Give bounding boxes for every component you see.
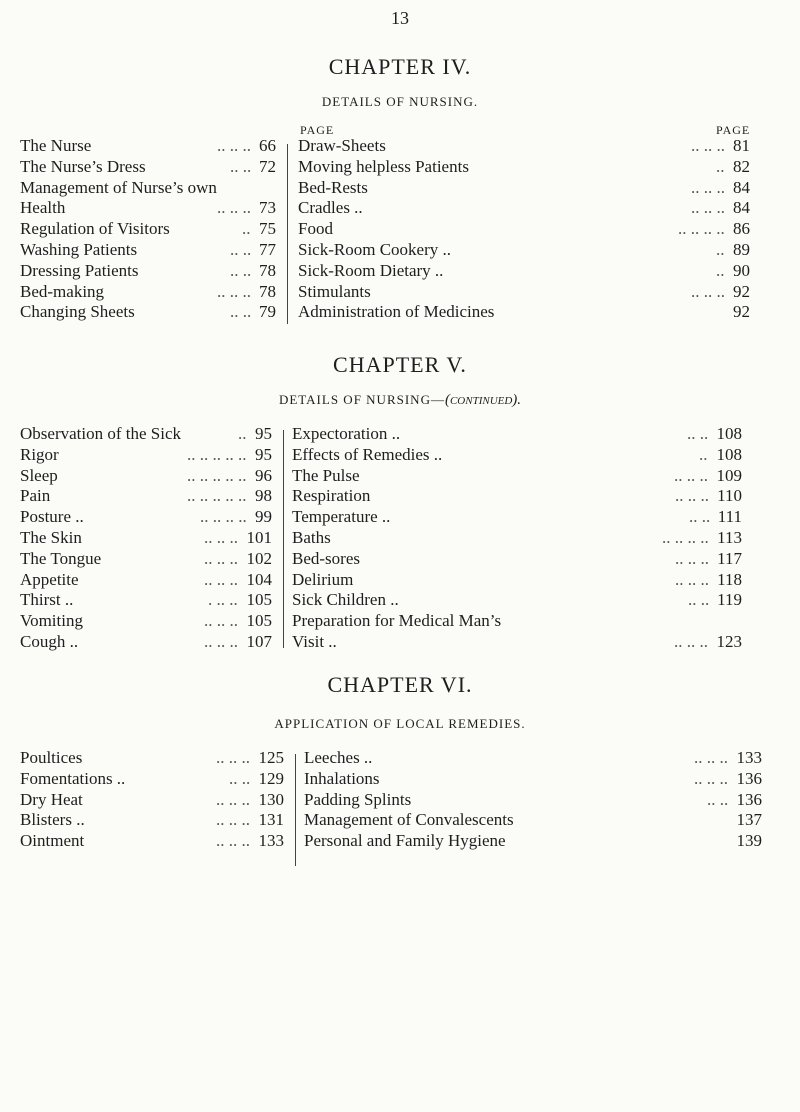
entry-title: Leeches .. <box>304 748 373 767</box>
entry-page-number: 81 <box>733 136 750 155</box>
index-entry <box>304 810 762 831</box>
entry-leader-dots: .. .. .. <box>216 831 250 851</box>
entry-leader-dots: . .. .. <box>208 590 238 610</box>
index-entry <box>20 261 276 282</box>
entry-leader-dots: .. .. <box>707 789 729 809</box>
entry-title: Padding Splints <box>304 789 412 809</box>
entry-page-number: 101 <box>246 527 272 547</box>
entry-title: Stimulants <box>298 281 371 301</box>
entry-page-number: 133 <box>736 748 762 767</box>
entry-leader-dots: .. .. .. <box>674 631 708 651</box>
entry-leader-dots: .. .. .. <box>204 548 238 568</box>
entry-page-number: 139 <box>736 831 762 851</box>
entry-title: Pain <box>20 486 51 506</box>
entry-leader-dots: .. .. .. .. .. <box>187 486 247 506</box>
index-entry <box>20 136 276 157</box>
entry-page-number: 108 <box>716 424 742 443</box>
entry-title: Visit .. <box>292 631 337 651</box>
entry-leader-dots: .. .. .. .. <box>662 527 709 547</box>
index-entry <box>20 282 276 303</box>
chapter-4-left-column <box>20 136 276 323</box>
entry-title: Moving helpless Patients <box>298 156 469 176</box>
entry-leader-dots: .. .. .. <box>675 569 709 589</box>
index-entry <box>20 240 276 261</box>
entry-page-number: 110 <box>717 486 742 506</box>
entry-title: Cradles .. <box>298 198 363 218</box>
index-entry <box>292 590 742 611</box>
entry-page-number: 96 <box>255 465 272 485</box>
entry-page-number: 119 <box>717 590 742 610</box>
index-entry <box>292 611 742 632</box>
entry-leader-dots: .. .. <box>229 768 251 788</box>
index-entry <box>298 302 750 323</box>
chapter-6-title: CHAPTER VI. <box>327 672 473 697</box>
index-entry <box>20 424 272 445</box>
entry-leader-dots: .. .. .. .. .. <box>187 465 247 485</box>
entry-page-number: 98 <box>255 486 272 506</box>
index-entry <box>292 528 742 549</box>
entry-leader-dots: .. .. <box>689 507 711 527</box>
entry-leader-dots: .. .. <box>230 260 252 280</box>
entry-title: Poultices <box>20 748 83 767</box>
entry-leader-dots: .. .. .. <box>217 198 251 218</box>
entry-page-number: 109 <box>716 465 742 485</box>
entry-title: Baths <box>292 527 331 547</box>
entry-leader-dots: .. <box>238 424 247 443</box>
index-entry <box>20 748 284 769</box>
index-entry <box>20 810 284 831</box>
entry-title: Changing Sheets <box>20 302 135 322</box>
index-entry <box>20 219 276 240</box>
entry-leader-dots: .. <box>699 444 708 464</box>
chapter-6-right-column <box>304 748 762 852</box>
index-entry <box>292 507 742 528</box>
entry-page-number: 104 <box>246 569 272 589</box>
entry-leader-dots: .. .. .. <box>694 768 728 788</box>
entry-leader-dots: .. .. .. <box>675 548 709 568</box>
chapter-5-subtitle-text: DETAILS OF NURSING— <box>278 392 445 407</box>
entry-leader-dots: .. .. .. <box>204 611 238 631</box>
entry-title: Expectoration .. <box>292 424 401 443</box>
chapter-4-right-page-heading: PAGE <box>716 123 751 137</box>
index-entry <box>20 466 272 487</box>
entry-title: Personal and Family Hygiene <box>304 831 506 851</box>
entry-page-number: 77 <box>259 239 276 259</box>
entry-page-number: 133 <box>258 831 284 851</box>
entry-title: Posture .. <box>20 507 84 527</box>
entry-leader-dots: .. .. .. <box>216 789 250 809</box>
entry-title: The Nurse’s Dress <box>20 156 146 176</box>
entry-page-number: 108 <box>716 444 742 464</box>
entry-page-number: 84 <box>733 198 750 218</box>
entry-page-number: 102 <box>246 548 272 568</box>
entry-leader-dots: .. .. .. <box>217 136 251 155</box>
entry-page-number: 78 <box>259 260 276 280</box>
entry-page-number: 123 <box>716 631 742 651</box>
entry-page-number: 118 <box>717 569 742 589</box>
entry-page-number: 92 <box>733 281 750 301</box>
entry-title: Blisters .. <box>20 810 85 830</box>
chapter-5-subtitle <box>0 392 800 409</box>
entry-page-number: 136 <box>736 789 762 809</box>
index-entry <box>292 549 742 570</box>
entry-leader-dots: .. .. <box>230 239 252 259</box>
entry-page-number: 82 <box>733 156 750 176</box>
entry-leader-dots: .. .. <box>687 424 709 443</box>
index-entry <box>20 590 272 611</box>
entry-page-number: 86 <box>733 219 750 239</box>
entry-title: The Pulse <box>292 465 360 485</box>
entry-title: Health <box>20 198 66 218</box>
entry-leader-dots: .. .. .. .. .. <box>187 444 247 464</box>
entry-title: Appetite <box>20 569 79 589</box>
entry-title: Temperature .. <box>292 507 391 527</box>
entry-page-number: 92 <box>733 302 750 322</box>
entry-page-number: 89 <box>733 239 750 259</box>
entry-title: Bed-making <box>20 281 105 301</box>
index-entry <box>20 769 284 790</box>
index-entry <box>298 198 750 219</box>
index-entry <box>20 486 272 507</box>
entry-title: The Nurse <box>20 136 92 155</box>
entry-page-number: 107 <box>246 631 272 651</box>
entry-title: The Skin <box>20 527 82 547</box>
entry-leader-dots: .. .. .. <box>217 281 251 301</box>
entry-title: Regulation of Visitors <box>20 219 170 239</box>
entry-page-number: 111 <box>717 507 742 527</box>
entry-title: Ointment <box>20 831 85 851</box>
entry-page-number: 99 <box>255 507 272 527</box>
chapter-4-right-column <box>298 136 750 323</box>
index-entry <box>292 466 742 487</box>
index-entry <box>20 507 272 528</box>
index-entry <box>298 240 750 261</box>
entry-page-number: 73 <box>259 198 276 218</box>
entry-page-number: 117 <box>717 548 742 568</box>
entry-page-number: 136 <box>736 768 762 788</box>
index-entry <box>20 302 276 323</box>
column-divider <box>295 754 296 866</box>
index-entry <box>20 831 284 852</box>
entry-page-number: 137 <box>736 810 762 830</box>
index-entry <box>292 486 742 507</box>
chapter-4-subtitle: DETAILS OF NURSING. <box>321 94 479 109</box>
entry-title: Sick-Room Cookery .. <box>298 239 451 259</box>
entry-title: Management of Convalescents <box>304 810 514 830</box>
entry-title: Administration of Medicines <box>298 302 495 322</box>
entry-page-number: 78 <box>259 281 276 301</box>
index-entry <box>304 790 762 811</box>
entry-title: Bed-sores <box>292 548 360 568</box>
entry-leader-dots: .. .. .. <box>674 465 708 485</box>
entry-leader-dots: .. <box>716 260 725 280</box>
entry-leader-dots: .. .. .. <box>216 810 250 830</box>
index-entry <box>298 261 750 282</box>
index-entry <box>20 632 272 653</box>
index-entry <box>20 570 272 591</box>
entry-leader-dots: .. .. .. .. <box>678 219 725 239</box>
entry-leader-dots: .. .. <box>688 590 710 610</box>
entry-page-number: 105 <box>246 590 272 610</box>
entry-title: Cough .. <box>20 631 79 651</box>
index-entry <box>298 282 750 303</box>
index-entry <box>298 178 750 199</box>
entry-page-number: 131 <box>258 810 284 830</box>
entry-title: Sleep <box>20 465 58 485</box>
entry-page-number: 113 <box>717 527 742 547</box>
entry-title: Management of Nurse’s own <box>20 177 217 197</box>
chapter-4-title: CHAPTER IV. <box>328 54 472 79</box>
entry-title: Washing Patients <box>20 239 138 259</box>
entry-leader-dots: .. .. .. <box>204 527 238 547</box>
chapter-6-subtitle: APPLICATION OF LOCAL REMEDIES. <box>274 716 526 731</box>
entry-title: Thirst .. <box>20 590 74 610</box>
index-entry <box>292 445 742 466</box>
index-entry <box>20 790 284 811</box>
entry-title: Vomiting <box>20 611 83 631</box>
page-number: 13 <box>391 8 409 28</box>
entry-title: Bed-Rests <box>298 177 368 197</box>
entry-leader-dots: .. .. .. .. <box>200 507 247 527</box>
entry-page-number: 125 <box>258 748 284 767</box>
entry-page-number: 129 <box>258 768 284 788</box>
entry-page-number: 75 <box>259 219 276 239</box>
index-entry <box>20 157 276 178</box>
entry-page-number: 72 <box>259 156 276 176</box>
index-entry <box>20 549 272 570</box>
chapter-5-title: CHAPTER V. <box>333 352 467 377</box>
entry-title: The Tongue <box>20 548 102 568</box>
chapter-5-subtitle-italic: (continued). <box>444 392 522 408</box>
entry-leader-dots: .. .. .. <box>691 198 725 218</box>
entry-title: Food <box>298 219 333 239</box>
chapter-4-left-page-heading: PAGE <box>300 123 335 137</box>
index-entry <box>298 219 750 240</box>
entry-title: Delirium <box>292 569 354 589</box>
entry-page-number: 79 <box>259 302 276 322</box>
index-entry <box>298 157 750 178</box>
entry-page-number: 90 <box>733 260 750 280</box>
chapter-6-left-column <box>20 748 284 852</box>
entry-title: Rigor <box>20 444 59 464</box>
entry-title: Draw-Sheets <box>298 136 386 155</box>
entry-title: Fomentations .. <box>20 768 126 788</box>
index-entry <box>20 198 276 219</box>
entry-leader-dots: .. .. .. <box>691 281 725 301</box>
entry-page-number: 95 <box>255 424 272 443</box>
index-entry <box>298 136 750 157</box>
entry-leader-dots: .. .. <box>230 156 252 176</box>
entry-leader-dots: .. <box>716 156 725 176</box>
chapter-5-left-column <box>20 424 272 653</box>
index-entry <box>20 445 272 466</box>
index-entry <box>292 424 742 445</box>
entry-title: Sick-Room Dietary .. <box>298 260 444 280</box>
entry-leader-dots: .. .. .. <box>691 136 725 155</box>
index-entry <box>20 611 272 632</box>
entry-page-number: 95 <box>255 444 272 464</box>
entry-title: Preparation for Medical Man’s <box>292 611 502 631</box>
entry-leader-dots: .. .. .. <box>216 748 250 767</box>
entry-title: Observation of the Sick <box>20 424 181 443</box>
entry-page-number: 84 <box>733 177 750 197</box>
index-entry <box>304 831 762 852</box>
entry-leader-dots: .. <box>242 219 251 239</box>
index-entry <box>292 570 742 591</box>
entry-title: Respiration <box>292 486 371 506</box>
entry-page-number: 105 <box>246 611 272 631</box>
entry-title: Sick Children .. <box>292 590 399 610</box>
entry-leader-dots: .. .. .. <box>691 177 725 197</box>
entry-leader-dots: .. .. .. <box>694 748 728 767</box>
index-entry <box>304 748 762 769</box>
entry-leader-dots: .. .. .. <box>204 569 238 589</box>
entry-title: Dressing Patients <box>20 260 139 280</box>
index-entry <box>20 528 272 549</box>
chapter-5-right-column <box>292 424 742 653</box>
index-entry <box>20 178 276 199</box>
entry-page-number: 66 <box>259 136 276 155</box>
entry-title: Inhalations <box>304 768 380 788</box>
entry-leader-dots: .. .. .. <box>675 486 709 506</box>
entry-leader-dots: .. <box>716 239 725 259</box>
index-entry <box>304 769 762 790</box>
entry-leader-dots: .. .. <box>230 302 252 322</box>
index-entry <box>292 632 742 653</box>
entry-page-number: 130 <box>258 789 284 809</box>
entry-title: Dry Heat <box>20 789 83 809</box>
entry-leader-dots: .. .. .. <box>204 631 238 651</box>
column-divider <box>283 430 284 648</box>
column-divider <box>287 144 288 324</box>
entry-title: Effects of Remedies .. <box>292 444 443 464</box>
